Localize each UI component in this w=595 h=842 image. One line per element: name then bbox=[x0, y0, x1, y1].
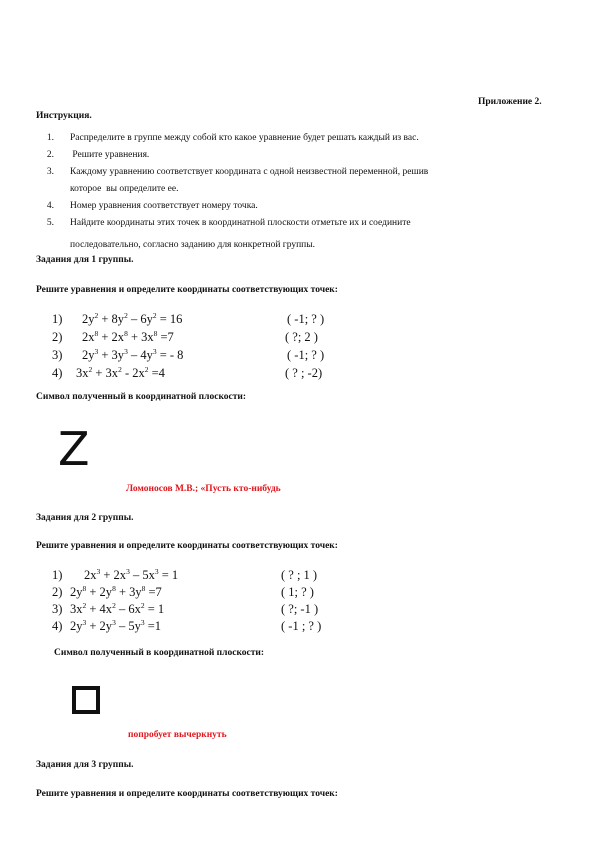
instruction-item: 1. Распределите в группе между собой кто какое уравнение будет решать каждый из вас. bbox=[46, 133, 419, 143]
group2-symbol-label: Символ полученный в координатной плоскости: bbox=[54, 648, 265, 658]
instruction-list bbox=[40, 132, 560, 253]
instruction-item-continuation: которое вы определите ее. bbox=[70, 184, 179, 194]
equation: $3x^2 + 3x^2 - 2x^2 =4$ bbox=[76, 365, 165, 380]
coordinate: ( 1; ? ) bbox=[281, 585, 314, 599]
coordinate: ( ?; 2 ) bbox=[285, 330, 318, 344]
coordinate: ( -1 ; ? ) bbox=[281, 619, 322, 633]
equation: $2y^3 + 2y^3 - 5y^3 =1$ bbox=[70, 618, 161, 633]
group2-quote: попробует вычеркнуть bbox=[128, 730, 227, 740]
coordinate: ( -1; ? ) bbox=[287, 348, 325, 362]
equation-row: 2) $2y^8 + 2y^8 + 3y^8 =7$ ( 1; ? ) bbox=[52, 584, 314, 599]
equation: $2y^3 + 3y^3 - 4y^3$ = - 8 bbox=[82, 347, 184, 362]
equation: $2y^8 + 2y^8 + 3y^8 =7$ bbox=[70, 584, 162, 599]
instruction-item: 2. Решите уравнения. bbox=[46, 150, 150, 160]
coordinate: ( -1; ? ) bbox=[287, 312, 325, 326]
equation: $2y^2 + 8y^2 - 6y^2 = 16$ bbox=[82, 311, 183, 326]
instruction-heading: Инструкция. bbox=[36, 111, 92, 121]
equation: $2x^8 + 2x^8 + 3x^8 =7$ bbox=[82, 329, 174, 344]
group3-heading: Задания для 3 группы. bbox=[36, 760, 134, 770]
equation-row: 3) $2y^3 + 3y^3 - 4y^3$ = - 8 ( -1; ? ) bbox=[52, 347, 325, 362]
group1-heading: Задания для 1 группы. bbox=[36, 255, 134, 265]
equation-row: 1) $2y^2 + 8y^2 - 6y^2 = 16$ ( -1; ? ) bbox=[52, 311, 325, 326]
equation-row: 4) $3x^2 + 3x^2 - 2x^2 =4$ ( ? ; -2) bbox=[52, 365, 323, 380]
group1-symbol: Z bbox=[58, 422, 90, 476]
group2-equations bbox=[52, 567, 372, 634]
group1-symbol-label: Символ полученный в координатной плоскости: bbox=[36, 392, 247, 402]
group1-equations bbox=[52, 311, 352, 381]
equation-row: 1) $2x^3 + 2x^3 - 5x^3 = 1$ ( ? ; 1 ) bbox=[52, 567, 318, 582]
instruction-item: 4. Номер уравнения соответствует номеру точка. bbox=[46, 201, 258, 211]
group3-task: Решите уравнения и определите координаты соответствующих точек: bbox=[36, 789, 338, 799]
group1-quote: Ломоносов М.В.; «Пусть кто-нибудь bbox=[126, 484, 281, 494]
equation: $3x^2 + 4x^2 - 6x^2 = 1$ bbox=[70, 601, 165, 616]
group2-task: Решите уравнения и определите координаты соответствующих точек: bbox=[36, 541, 338, 551]
coordinate: ( ?; -1 ) bbox=[281, 602, 319, 616]
appendix-label: Приложение 2. bbox=[478, 97, 542, 107]
equation-row: 2) $2x^8 + 2x^8 + 3x^8 =7$ ( ?; 2 ) bbox=[52, 329, 318, 344]
equation-row: 4) $2y^3 + 2y^3 - 5y^3 =1$ ( -1 ; ? ) bbox=[52, 618, 322, 633]
equation-row: 3) $3x^2 + 4x^2 - 6x^2 = 1$ ( ?; -1 ) bbox=[52, 601, 319, 616]
square-symbol bbox=[72, 686, 100, 714]
equation: $2x^3 + 2x^3 - 5x^3 = 1$ bbox=[84, 567, 179, 582]
group1-task: Решите уравнения и определите координаты соответствующих точек: bbox=[36, 285, 338, 295]
instruction-item-continuation: последовательно, согласно заданию для конкретной группы. bbox=[70, 240, 315, 250]
instruction-item: 3. Каждому уравнению соответствует координата с одной неизвестной переменной, решив bbox=[46, 167, 429, 177]
instruction-item: 5. Найдите координаты этих точек в координатной плоскости отметьте их и соедините bbox=[46, 218, 411, 228]
group2-heading: Задания для 2 группы. bbox=[36, 513, 134, 523]
coordinate: ( ? ; 1 ) bbox=[281, 568, 318, 582]
coordinate: ( ? ; -2) bbox=[285, 366, 323, 380]
